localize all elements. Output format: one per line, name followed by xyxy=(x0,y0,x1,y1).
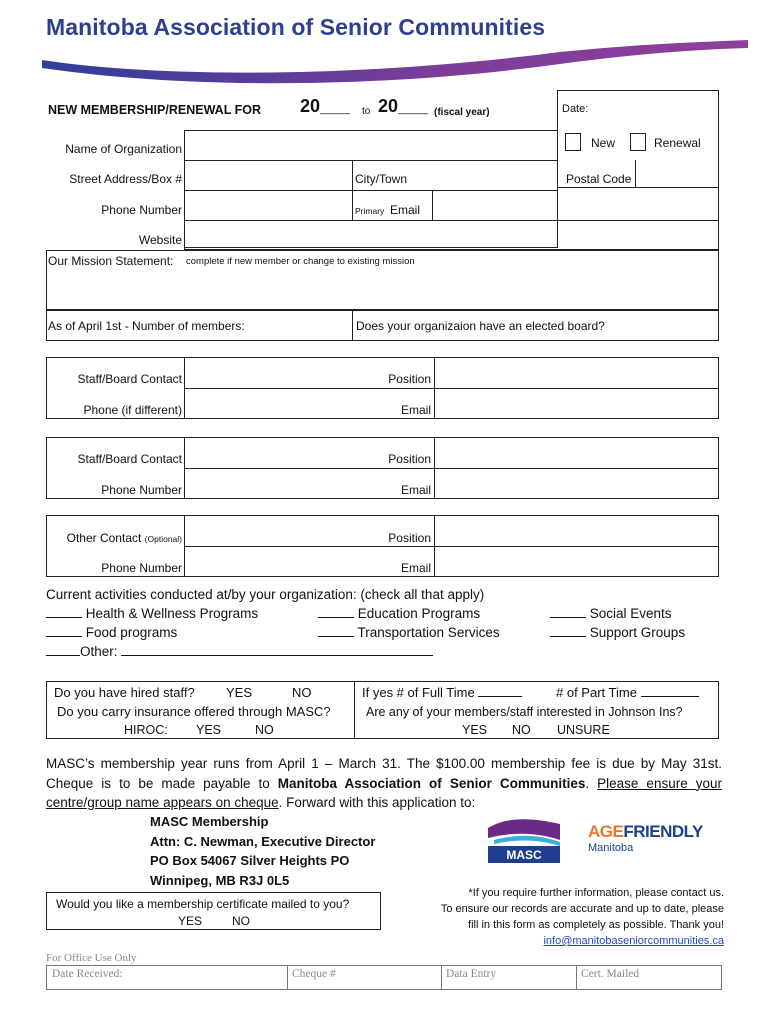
header-swoosh xyxy=(40,36,750,86)
primary-label: Primary xyxy=(355,206,385,216)
postal-label: Postal Code xyxy=(566,172,632,186)
masc-logo-text: MASC xyxy=(506,848,542,862)
membership-label: NEW MEMBERSHIP/RENEWAL FOR xyxy=(48,103,261,117)
phone-input[interactable] xyxy=(186,191,350,219)
board-label[interactable]: Does your organizaion have an elected board? xyxy=(356,319,605,333)
street-label: Street Address/Box # xyxy=(69,172,182,186)
email-label: Email xyxy=(390,203,421,217)
city-label: City/Town xyxy=(355,172,408,186)
members-label[interactable]: As of April 1st - Number of members: xyxy=(48,319,245,333)
office-cheque: Cheque # xyxy=(292,968,336,980)
new-checkbox[interactable] xyxy=(565,133,581,151)
activity-social[interactable]: Social Events xyxy=(550,606,672,621)
office-use-title: For Office Use Only xyxy=(46,952,137,964)
mailing-address: MASC Membership Attn: C. Newman, Executive Director PO Box 54067 Silver Heights PO Winnipeg, MB R3J 0L5 xyxy=(150,814,376,888)
contact3-phone-label: Phone Number xyxy=(101,561,182,575)
activity-transport[interactable]: Transportation Services xyxy=(318,625,500,640)
org-name-input[interactable] xyxy=(186,131,556,159)
contact2-email-label: Email xyxy=(400,483,431,497)
certificate-yes[interactable]: YES xyxy=(178,914,203,928)
activity-food[interactable]: Food programs xyxy=(46,625,177,640)
masc-logo xyxy=(486,814,566,864)
website-input[interactable] xyxy=(184,220,719,250)
page-title: Manitoba Association of Senior Communities xyxy=(46,14,546,40)
membership-info: MASC’s membership year runs from April 1 – March 31. The $100.00 membership fee is due by May 31st. Cheque is to be made payable to Manitoba Association of Senior Communities. Please ensure your centre/group name appears on cheque. Forward with this application to: xyxy=(46,756,722,810)
fiscal-year-label: (fiscal year) xyxy=(434,107,490,118)
contact-note-2: To ensure our records are accurate and up to date, please xyxy=(440,903,724,915)
parttime-label[interactable]: # of Part Time xyxy=(556,685,699,700)
office-cert-mailed: Cert. Mailed xyxy=(581,968,640,980)
contact1-phone-label: Phone (if different) xyxy=(83,403,182,417)
office-data-entry: Data Entry xyxy=(446,968,497,980)
website-label: Website xyxy=(138,233,182,247)
certificate-label: Would you like a membership certificate mailed to you? xyxy=(56,897,350,911)
hiroc-yes[interactable]: YES xyxy=(196,723,222,737)
johnson-no[interactable]: NO xyxy=(512,723,531,737)
hiroc-no[interactable]: NO xyxy=(255,723,274,737)
hired-no[interactable]: NO xyxy=(292,685,312,700)
renewal-label: Renewal xyxy=(654,136,701,150)
insurance-label: Do you carry insurance offered through MASC? xyxy=(57,704,331,719)
year-end[interactable]: 20___ xyxy=(378,96,429,116)
johnson-unsure[interactable]: UNSURE xyxy=(557,723,610,737)
office-date-received: Date Received: xyxy=(52,968,123,980)
contact3-position-label: Position xyxy=(388,531,431,545)
certificate-no[interactable]: NO xyxy=(232,914,250,928)
johnson-yes[interactable]: YES xyxy=(462,723,488,737)
year-start[interactable]: 20___ xyxy=(300,96,351,116)
contact-note-1: *If you require further information, please contact us. xyxy=(468,887,724,899)
activity-other[interactable]: Other: xyxy=(46,644,433,659)
contact2-phone-label: Phone Number xyxy=(101,483,182,497)
johnson-label: Are any of your members/staff interested in Johnson Ins? xyxy=(366,705,683,719)
new-label: New xyxy=(591,136,616,150)
hired-staff-label: Do you have hired staff? xyxy=(54,685,195,700)
fulltime-label[interactable]: If yes # of Full Time xyxy=(362,685,522,700)
contact-note-3: fill in this form as completely as possible. Thank you! xyxy=(468,919,724,931)
contact1-label: Staff/Board Contact xyxy=(77,372,182,386)
email-input[interactable] xyxy=(434,191,718,219)
org-name-label: Name of Organization xyxy=(65,142,182,156)
activity-education[interactable]: Education Programs xyxy=(318,606,480,621)
age-friendly-logo: AGEFRIENDLY xyxy=(588,822,703,841)
hired-yes[interactable]: YES xyxy=(226,685,253,700)
hiroc-label: HIROC: xyxy=(124,723,168,737)
age-friendly-manitoba: Manitoba xyxy=(588,842,634,854)
activities-heading: Current activities conducted at/by your organization: (check all that apply) xyxy=(46,587,485,602)
contact3-email-label: Email xyxy=(400,561,431,575)
activity-support[interactable]: Support Groups xyxy=(550,625,685,640)
phone-label: Phone Number xyxy=(101,203,182,217)
renewal-checkbox[interactable] xyxy=(630,133,646,151)
street-input[interactable] xyxy=(186,161,350,189)
contact2-position-label: Position xyxy=(388,452,431,466)
contact-email-link[interactable]: info@manitobaseniorcommunities.ca xyxy=(543,935,724,947)
contact2-label: Staff/Board Contact xyxy=(77,452,182,466)
mission-label: Our Mission Statement: xyxy=(48,254,174,268)
contact1-position-label: Position xyxy=(388,372,431,386)
activity-health[interactable]: Health & Wellness Programs xyxy=(46,606,258,621)
contact3-label: Other Contact (Optional) xyxy=(66,531,182,545)
mission-hint: complete if new member or change to existing mission xyxy=(186,256,415,267)
date-label: Date: xyxy=(562,103,589,115)
contact1-email-label: Email xyxy=(400,403,431,417)
to-label: to xyxy=(362,106,371,117)
